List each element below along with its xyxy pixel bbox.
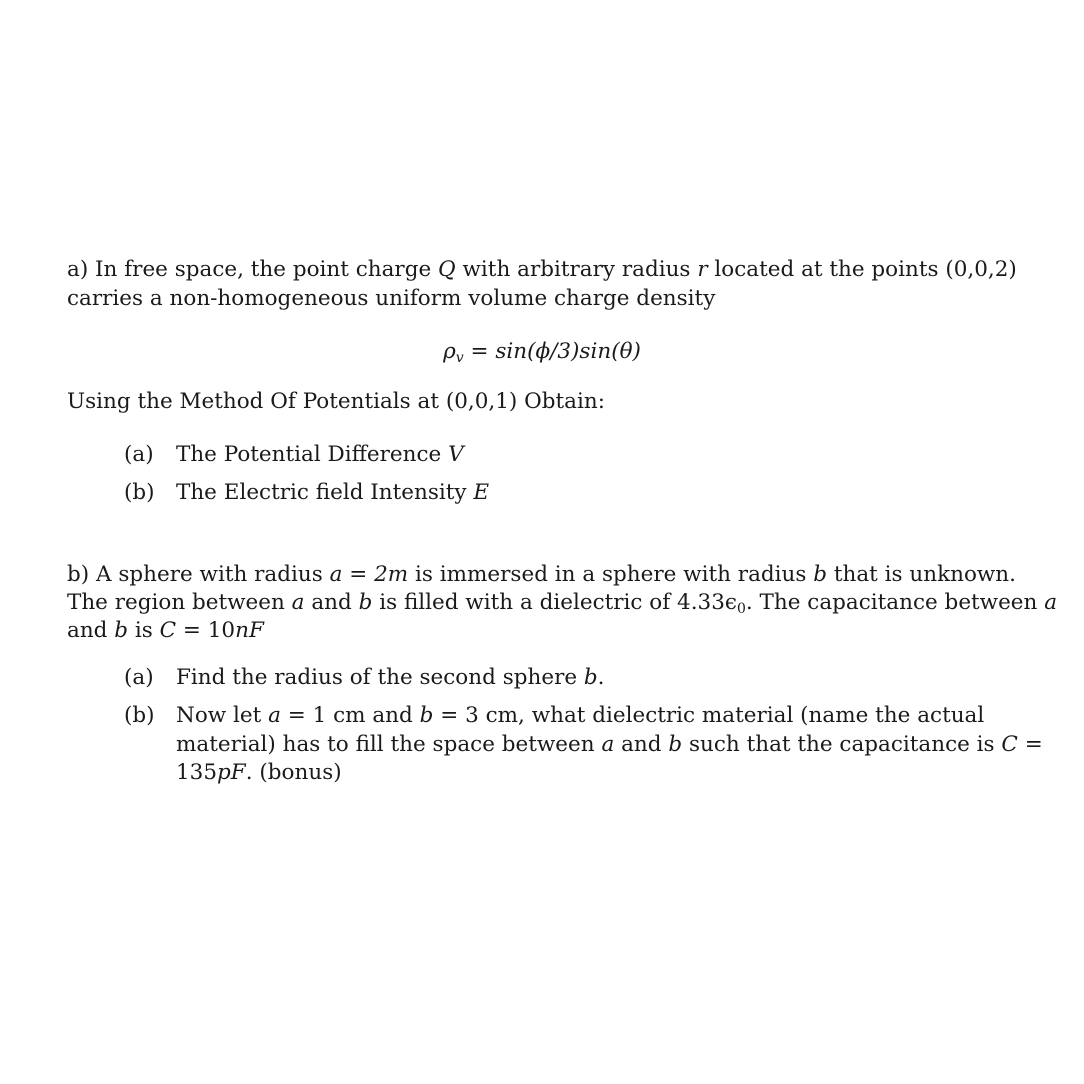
part-a-item-b-text: The Electric field Intensity E <box>176 480 490 505</box>
var-Q: Q <box>438 257 456 282</box>
part-b-item-a-label: (a) <box>124 665 154 690</box>
part-a-item-a-text: The Potential Difference V <box>176 442 464 467</box>
part-b-item-b-line-1: Now let a = 1 cm and b = 3 cm, what dielectric material (name the actual <box>176 703 985 728</box>
part-b-line-3: and b is C = 10nF <box>67 618 264 643</box>
part-a-line-2: carries a non-homogeneous uniform volume charge density <box>67 286 716 311</box>
method-line: Using the Method Of Potentials at (0,0,1) Obtain: <box>67 389 605 414</box>
part-b-line-1: b) A sphere with radius a = 2m is immersed in a sphere with radius b that is unknown. <box>67 562 1016 587</box>
part-a-item-a-label: (a) <box>124 442 154 467</box>
charge-density-equation: $\rho_v = \sin(\phi/3)\sin(\theta)$ <box>443 339 641 366</box>
part-a-item-b-label: (b) <box>124 480 155 505</box>
var-r: r <box>697 257 708 282</box>
part-b-item-b-line-3: 135pF. (bonus) <box>176 760 342 785</box>
part-b-line-2: The region between a and b is filled with a dielectric of $4.33\epsilon_0$. The capacitance between a <box>67 590 1058 617</box>
part-a-line-1: a) In free space, the point charge Q with arbitrary radius r located at the points (0,0,2) <box>67 257 1017 282</box>
part-b-item-b-line-2: material) has to fill the space between a and b such that the capacitance is C = <box>176 732 1043 757</box>
part-b-item-a-text: Find the radius of the second sphere b. <box>176 665 605 690</box>
part-b-item-b-label: (b) <box>124 703 155 728</box>
